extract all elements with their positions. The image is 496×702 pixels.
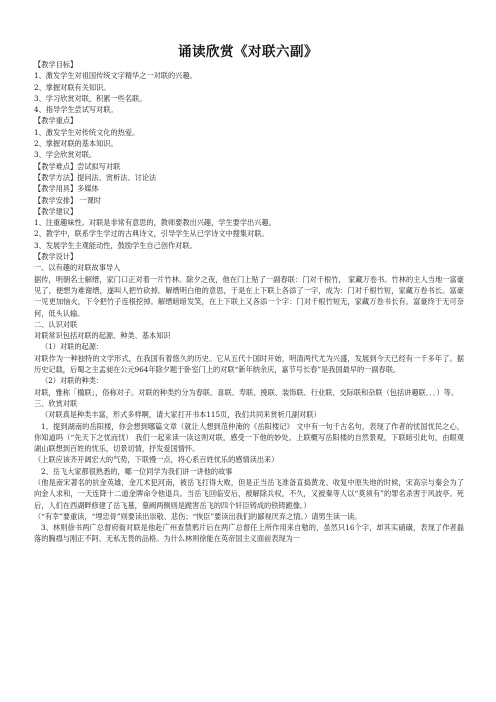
subsection-heading: （1）对联的起源：: [41, 342, 104, 352]
list-item: 2、掌握对联的基本知识。: [34, 139, 118, 149]
subsection-heading: 二、认识对联: [34, 319, 78, 329]
list-item: 3、学习欣赏对联，积累一些名联。: [34, 93, 147, 103]
paragraph: 对联，雅称「楹联」，俗称对子。对联的种类约分为春联、喜联、寿联、挽联、装饰联、行业联、交际联和杂联（包括讲趣联．．．）等。: [34, 387, 459, 397]
list-item: 2、掌握对联有关知识。: [34, 82, 111, 92]
subsection-heading: （2）对联的种类：: [41, 376, 104, 386]
list-item: 4、指导学生尝试写对联。: [34, 105, 118, 115]
list-item: 3、学会欣赏对联。: [34, 150, 97, 160]
section-heading: 【教学建议】: [34, 206, 78, 216]
paragraph: （对联真是种类丰富，形式多样啊，请大家打开书本115页，我们共同来赏析几副对联）: [41, 410, 321, 420]
paragraph: 2、岳飞大家都很熟悉的，哪一位同学为我们讲一讲他的故事: [41, 466, 233, 476]
list-item: 1、激发学生对祖国传统文字精华之一对联的兴趣。: [34, 71, 197, 81]
paragraph: （他是南宋著名的抗金英雄，金兀术犯河南，被岳飞打得大败，但是正当岳飞准备直捣黄龙、收复中原失地的时候，宋高宗与秦会为了向金人求和，一天连降十二道金牌命令他退兵。当岳飞回临安后，被解除兵权，不久，又被秦等人以“莫须有”的罪名杀害于风波亭。死后，人们在西湖畔修建了岳飞墓，墓阙两侧则是跪害岳飞的四个奸臣铸成的铁铸跪像。）: [34, 477, 464, 510]
section-heading: 【教学重点】: [34, 116, 78, 126]
section-heading: 【教学安排】 一课时: [34, 195, 101, 205]
paragraph: （上联应该齐开阔宏大的气势，下联慢一点，将心系百姓忧乐的感情读出来）: [34, 455, 279, 465]
document-title: 诵读欣赏《对联六副》: [178, 44, 318, 60]
list-item: 1、激发学生对传统文化的热爱。: [34, 127, 140, 137]
section-heading: 【教学方法】提问法、赏析法、讨论法: [34, 172, 157, 182]
paragraph: 据传，明朝名士解缙，家门口正对着一片竹林。除夕之夜，他在门上贴了一副春联：门对千根竹， 家藏万卷书。竹林的主人当地一富豪见了，便想为难谢缙，遂叫人把竹砍掉。解缙明白他的意思，于是在上下联上各添了一字，成为：门对千根竹短，家藏万卷书长。富豪一见更加恼火，下令把竹子连根挖掉。解缙暗暗发笑，在上下联上又各添一个字：门对千根竹短无，家藏万卷书长有。富豪终于无可奈何，低头认输。: [34, 274, 464, 318]
paragraph: 对联常识包括对联的起源、种类、基本知识: [34, 331, 171, 341]
section-heading: 【教学用具】多媒体: [34, 184, 99, 194]
section-heading: 【教学目标】: [34, 60, 78, 69]
document-body: [34, 59, 464, 545]
paragraph: 3、林则徐书两广总督府衙对联是他赴广州查禁鸦片后在两广总督任上所作用来自勉的，虽然只16个字，却其实硝磺，表现了作者磊落的胸襟与刚正不阿、无私无畏的品格。为什么林则徐能在英帝国主义面前表现为一: [34, 523, 464, 544]
paragraph: 1、提到湖南的岳阳楼，你会想到哪篇文章（就让人想到范仲淹的《岳阳楼记》 文中有一句千古名句，表现了作者的忧国忧民之心，你知道吗（“先天下之忧而忧） 我们一起来读一读这则对联，感受一下他的妙处。上联概写岳阳楼的自然景观，下联暗引此句，由眼观湖山联想到百姓的忧乐，切景切情，抒发爱国情怀。: [34, 421, 464, 454]
subsection-heading: 一、以有趣的对联故事导入: [34, 263, 121, 273]
paragraph: 对联作为一种独特的文学形式，在我国有着悠久的历史。它从五代十国时开始，明清两代尤为兴盛，发展到今天已经有一千多年了。据历史记载，后蜀之主孟昶在公元964年除夕题于卧室门上的对联“新年纳余庆，嘉节号长春”是我国最早的一副春联。: [34, 353, 464, 375]
subsection-heading: 三、欣赏对联: [34, 398, 78, 408]
list-item: 3、发展学生主观能动性，鼓励学生自己创作对联。: [34, 240, 197, 250]
list-item: 2、教学中，联系学生学过的古典诗文，引导学生从已学诗文中搜集对联。: [34, 229, 269, 239]
list-item: 1、注重趣味性。对联是非常有意思的，教师要教出兴趣，学生要学出兴趣。: [34, 218, 276, 228]
section-heading: 【教学设计】: [34, 252, 78, 262]
paragraph: （“有幸”要重读，“埋忠骨”则要读出崇敬、悲伤；“恢臣”要读出我们的鄙视厌弃之情。）请男生读一读。: [34, 511, 362, 521]
section-heading: 【教学难点】尝试拟写对联: [34, 161, 121, 171]
